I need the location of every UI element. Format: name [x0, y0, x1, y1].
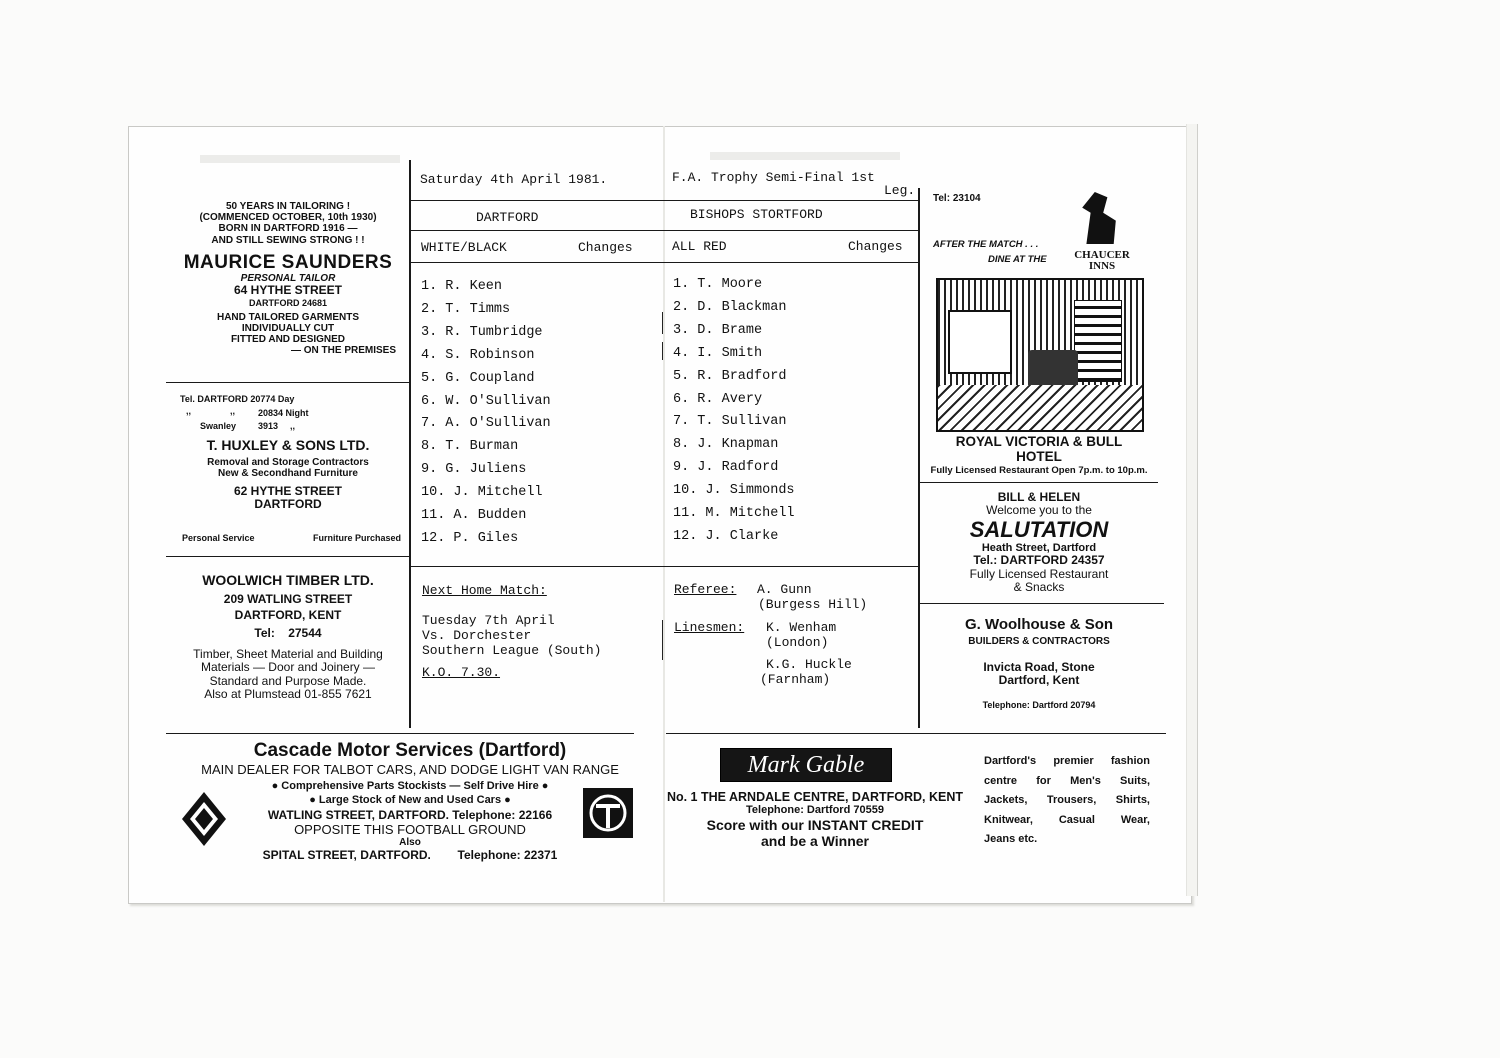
- next-match-kickoff: K.O. 7.30.: [422, 665, 501, 680]
- ad-text: BILL & HELEN: [997, 490, 1081, 504]
- divider: [920, 603, 1164, 604]
- home-team-colours: WHITE/BLACK: [421, 240, 507, 255]
- spine-mark: [662, 312, 663, 334]
- list-item: 10. J. Mitchell: [421, 485, 543, 501]
- ad-text: Swanley: [200, 421, 237, 431]
- ad-text: Telephone: 22371: [457, 847, 558, 862]
- ad-text: Dartford's premier fashion: [984, 755, 1150, 767]
- list-item: 12. J. Clarke: [673, 528, 779, 544]
- list-item: 1. R. Keen: [421, 279, 503, 294]
- ad-text: AND STILL SEWING STRONG ! !: [211, 234, 365, 246]
- ad-text: Timber, Sheet Material and Building: [193, 646, 383, 661]
- page-edges: [1186, 124, 1198, 896]
- ad-text: Also: [399, 837, 421, 849]
- divider: [166, 556, 410, 557]
- next-match-opponent: Vs. Dorchester: [422, 628, 532, 643]
- talbot-logo-icon: [583, 788, 633, 838]
- ad-text: Tel. DARTFORD 20774 Day: [180, 394, 295, 404]
- ad-text: MAIN DEALER FOR TALBOT CARS, AND DODGE LIGHT VAN RANGE: [201, 762, 619, 778]
- ad-text: Invicta Road, Stone: [983, 659, 1095, 674]
- ad-text: & Snacks: [1013, 580, 1065, 595]
- ad-text: — ON THE PREMISES: [290, 345, 396, 357]
- divider: [666, 733, 1166, 734]
- ad-text: 64 HYTHE STREET: [233, 283, 343, 298]
- home-team-list: [421, 276, 551, 551]
- ad-text: Jackets, Trousers, Shirts,: [984, 794, 1150, 806]
- linesman-1-name: K. Wenham: [766, 620, 837, 635]
- home-changes-label: Changes: [578, 240, 633, 255]
- divider: [410, 230, 918, 231]
- match-date: Saturday 4th April 1981.: [420, 172, 608, 187]
- ad-text: Standard and Purpose Made.: [209, 673, 367, 688]
- ad-text: ,,: [230, 406, 236, 416]
- list-item: 9. J. Radford: [673, 460, 779, 476]
- ad-text: DARTFORD, KENT: [234, 608, 342, 623]
- list-item: 3. D. Brame: [673, 322, 763, 338]
- list-item: 10. J. Simmonds: [673, 483, 795, 499]
- list-item: 1. T. Moore: [673, 277, 763, 292]
- list-item: 6. R. Avery: [673, 391, 763, 407]
- ad-text: (COMMENCED OCTOBER, 10th 1930): [199, 212, 377, 224]
- away-team-name: BISHOPS STORTFORD: [690, 207, 823, 222]
- ad-text: and be a Winner: [760, 832, 869, 849]
- list-item: 5. R. Bradford: [673, 368, 787, 384]
- referee-name: A. Gunn: [757, 582, 812, 597]
- ad-text: centre for Men's Suits,: [984, 774, 1150, 787]
- ad-text: BUILDERS & CONTRACTORS: [968, 635, 1110, 647]
- divider: [410, 566, 918, 567]
- ad-text: 209 WATLING STREET: [223, 591, 353, 606]
- ad-text: INDIVIDUALLY CUT: [241, 322, 335, 334]
- ad-text: Also at Plumstead 01-855 7621: [204, 687, 372, 702]
- ad-text: 3913: [258, 421, 279, 431]
- ad-title: Cascade Motor Services (Dartford): [253, 740, 567, 761]
- spine-mark: [662, 342, 663, 360]
- ad-text: AFTER THE MATCH . . .: [933, 239, 1039, 250]
- ad-text: DARTFORD 24681: [248, 297, 328, 308]
- ad-text: ,,: [186, 406, 192, 416]
- ad-text: Furniture Purchased: [313, 533, 402, 543]
- list-item: 8. J. Knapman: [673, 437, 779, 453]
- ad-title: WOOLWICH TIMBER LTD.: [202, 572, 374, 588]
- linesman-2-name: K.G. Huckle: [766, 657, 852, 672]
- ad-title: SALUTATION: [969, 516, 1109, 542]
- bleed-through: [710, 152, 900, 160]
- spine-mark: [662, 620, 663, 660]
- renault-logo-icon: [182, 792, 226, 846]
- list-item: 7. A. O'Sullivan: [421, 416, 551, 432]
- divider: [410, 262, 918, 263]
- ad-text: PERSONAL TAILOR: [240, 273, 336, 285]
- ad-text: 20834 Night: [258, 408, 309, 418]
- competition: F.A. Trophy Semi-Final 1st: [672, 170, 875, 185]
- referee-town: (Burgess Hill): [758, 597, 868, 612]
- royal-victoria-ad: [920, 434, 1158, 477]
- ad-text: Personal Service: [182, 533, 255, 543]
- ad-text: Jeans etc.: [984, 833, 1038, 845]
- ad-text: DINE AT THE: [988, 254, 1047, 265]
- ad-text: SPITAL STREET, DARTFORD.: [262, 847, 431, 862]
- ad-title: G. Woolhouse & Son: [964, 616, 1114, 633]
- ad-text: Heath Street, Dartford: [981, 542, 1097, 555]
- list-item: 6. W. O'Sullivan: [421, 393, 551, 409]
- ad-title: HOTEL: [1016, 449, 1062, 465]
- ad-title: MAURICE SAUNDERS: [183, 251, 393, 273]
- list-item: 2. D. Blackman: [673, 299, 787, 315]
- home-team-name: DARTFORD: [476, 210, 539, 225]
- list-item: 9. G. Juliens: [421, 462, 527, 478]
- away-team-list: [673, 274, 795, 549]
- ad-text: Score with our INSTANT CREDIT: [706, 817, 924, 834]
- ad-text: ,,: [290, 421, 296, 431]
- referee-label: Referee:: [674, 582, 737, 597]
- mark-gable-side-text: [984, 752, 1150, 850]
- divider: [166, 382, 410, 383]
- ad-text: Tel:: [254, 625, 275, 640]
- ad-text: 50 YEARS IN TAILORING !: [225, 201, 351, 212]
- ad-text: FITTED AND DESIGNED: [230, 334, 346, 346]
- next-match-date: Tuesday 7th April: [422, 613, 555, 628]
- ad-text: Knitwear, Casual Wear,: [984, 813, 1150, 826]
- away-changes-label: Changes: [848, 239, 903, 254]
- divider: [166, 733, 634, 734]
- ad-text: OPPOSITE THIS FOOTBALL GROUND: [294, 821, 526, 837]
- ad-text: Tel.: DARTFORD 24357: [973, 553, 1105, 568]
- competition-leg: Leg.: [884, 183, 916, 198]
- list-item: 7. T. Sullivan: [673, 414, 787, 430]
- list-item: 4. I. Smith: [673, 345, 763, 361]
- next-match-heading: Next Home Match:: [422, 583, 547, 598]
- list-item: 2. T. Timms: [421, 301, 511, 317]
- ad-text: Tel: 23104: [933, 193, 981, 204]
- divider: [920, 482, 1158, 483]
- woolhouse-ad: [920, 617, 1158, 710]
- ad-text: 27544: [288, 625, 322, 640]
- linesman-2-town: (Farnham): [760, 672, 831, 687]
- ad-text: New & Secondhand Furniture: [217, 467, 358, 479]
- ad-text: Fully Licensed Restaurant: [969, 566, 1109, 581]
- linesman-1-town: (London): [766, 635, 829, 650]
- list-item: 11. M. Mitchell: [673, 506, 795, 522]
- hotel-interior-illustration: [936, 278, 1144, 432]
- ad-text: Telephone: Dartford 20794: [982, 699, 1096, 710]
- ad-text: Telephone: Dartford 70559: [746, 804, 884, 816]
- linesmen-label: Linesmen:: [674, 620, 745, 635]
- away-team-colours: ALL RED: [672, 239, 727, 254]
- ad-title: T. HUXLEY & SONS LTD.: [206, 437, 370, 453]
- ad-text: WATLING STREET, DARTFORD. Telephone: 22166: [267, 808, 553, 823]
- ad-text: Fully Licensed Restaurant Open 7p.m. to 10p.m.: [930, 465, 1148, 477]
- chaucer-inns-logo: CHAUCER INNS: [1074, 249, 1130, 272]
- mark-gable-ad: [650, 790, 980, 850]
- ad-text: ● Large Stock of New and Used Cars ●: [309, 794, 511, 807]
- ad-text: ● Comprehensive Parts Stockists — Self Drive Hire ●: [271, 779, 549, 792]
- ad-text: HAND TAILORED GARMENTS: [216, 311, 360, 323]
- mark-gable-logo: Mark Gable: [720, 748, 892, 782]
- ad-text: Removal and Storage Contractors: [207, 456, 369, 468]
- list-item: 12. P. Giles: [421, 530, 519, 546]
- maurice-saunders-ad: [166, 201, 410, 356]
- ad-text: Materials — Door and Joinery —: [200, 660, 376, 675]
- ad-title: ROYAL VICTORIA & BULL: [955, 434, 1123, 449]
- bleed-through: [200, 155, 400, 163]
- list-item: 11. A. Budden: [421, 508, 527, 524]
- cascade-motor-ad: [166, 740, 654, 862]
- divider: [410, 200, 918, 201]
- list-item: 4. S. Robinson: [421, 347, 535, 363]
- ad-text: DARTFORD: [254, 497, 322, 512]
- list-item: 5. G. Coupland: [421, 370, 535, 386]
- page-spine: [663, 126, 665, 902]
- ad-text: No. 1 THE ARNDALE CENTRE, DARTFORD, KENT: [666, 790, 964, 804]
- next-match-league: Southern League (South): [422, 643, 602, 658]
- list-item: 3. R. Tumbridge: [421, 324, 543, 340]
- salutation-ad: [920, 491, 1158, 595]
- ad-text: Dartford, Kent: [998, 673, 1080, 688]
- ad-text: 62 HYTHE STREET: [233, 484, 343, 499]
- list-item: 8. T. Burman: [421, 439, 519, 455]
- woolwich-timber-ad: [166, 573, 410, 702]
- ad-text: Welcome you to the: [986, 503, 1092, 518]
- ad-text: BORN IN DARTFORD 1916 —: [218, 223, 358, 235]
